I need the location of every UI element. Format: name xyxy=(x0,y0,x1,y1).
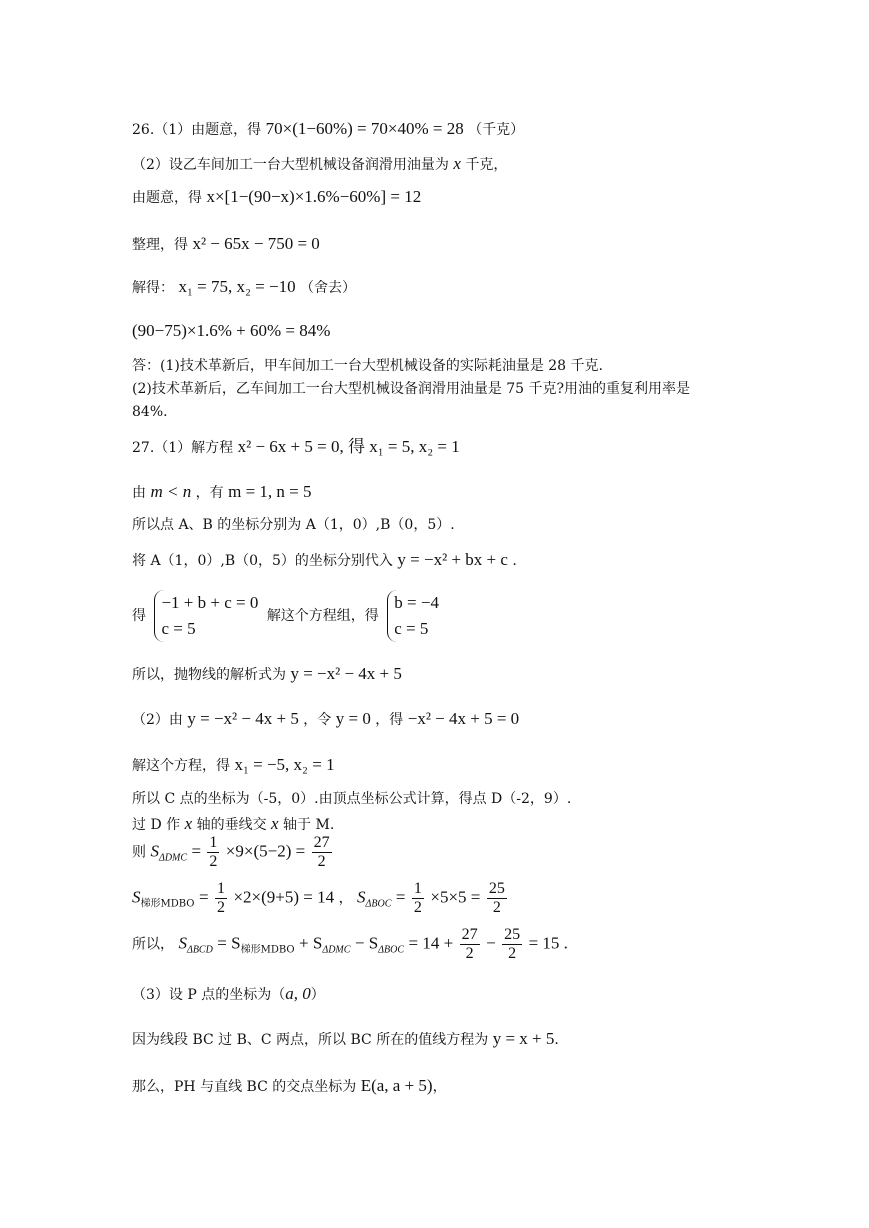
equation: b = −4 xyxy=(394,593,439,612)
numerator: 25 xyxy=(488,880,505,897)
equals: = xyxy=(198,887,209,907)
area-subscript: ΔDMC xyxy=(322,944,351,956)
text: 26.（1）由题意，得 xyxy=(132,122,262,138)
denominator: 2 xyxy=(413,899,422,916)
text: （千克） xyxy=(468,122,525,138)
text: 所以， xyxy=(132,936,174,953)
q27-line3: 所以点 A、B 的坐标分别为 A（1，0）,B（0，5）. xyxy=(132,517,455,533)
q26-line3 xyxy=(132,188,421,205)
area-subscript: 梯形MDBO xyxy=(140,898,195,910)
formula: = S xyxy=(217,933,241,953)
formula: x₁ = −5, x₂ = 1 xyxy=(234,755,335,774)
formula: x₁ = 75, x₂ = −10 xyxy=(178,277,296,296)
text: 解这个方程，得 xyxy=(132,758,230,774)
formula: = 14 + xyxy=(408,933,454,953)
text: ，有 xyxy=(195,485,224,501)
fraction xyxy=(215,880,227,917)
area-subscript: ΔBCD xyxy=(186,944,213,956)
q27-line2 xyxy=(132,483,312,500)
text: 得 xyxy=(132,608,146,624)
q27-line12 xyxy=(132,880,509,917)
text: ，得 xyxy=(375,712,404,728)
q27-line13 xyxy=(132,926,568,963)
equation: −1 + b + c = 0 xyxy=(161,593,259,612)
numerator: 1 xyxy=(209,834,218,851)
q27-line16 xyxy=(132,1077,447,1094)
text: 千克， xyxy=(465,157,508,173)
formula: −x² − 4x + 5 = 0 xyxy=(407,709,520,728)
numerator: 1 xyxy=(413,880,422,897)
text: . xyxy=(512,553,517,569)
area-subscript: ΔBOC xyxy=(365,898,392,910)
area-subscript: ΔBOC xyxy=(378,944,405,956)
equation-system-2 xyxy=(387,590,439,642)
formula: + S xyxy=(299,933,323,953)
numerator: 27 xyxy=(461,926,478,943)
area-symbol: S xyxy=(357,887,366,907)
formula: y = −x² − 4x + 5 xyxy=(290,664,402,683)
text: （2）设乙车间加工一台大型机械设备润滑用油量为 xyxy=(132,157,449,173)
text: 因为线段 BC 过 B、C 两点，所以 BC 所在的值线方程为 xyxy=(132,1032,489,1048)
fraction xyxy=(487,880,507,917)
text: 由 xyxy=(132,485,146,501)
text: （3）设 P 点的坐标为（ xyxy=(132,987,286,1003)
variable: x xyxy=(184,814,193,833)
fraction xyxy=(207,834,219,871)
formula: y = −x² + bx + c xyxy=(397,550,508,569)
text: 过 D 作 xyxy=(132,817,181,833)
q27-line11 xyxy=(132,834,334,871)
area-subscript: 梯形MDBO xyxy=(240,944,295,956)
denominator: 2 xyxy=(492,899,501,916)
text: （舍去） xyxy=(300,280,357,296)
q26-line1 xyxy=(132,120,524,137)
variable: x xyxy=(271,814,279,833)
numerator: 1 xyxy=(217,880,225,897)
equation: c = 5 xyxy=(394,619,429,638)
text: 解得： xyxy=(132,280,174,296)
q27-line9: 所以 C 点的坐标为（-5，0）.由顶点坐标公式计算，得点 D（-2，9）. xyxy=(132,791,572,807)
text: ， xyxy=(338,890,353,907)
q27-line6 xyxy=(132,665,402,682)
area-symbol: S xyxy=(132,887,141,907)
q27-line14 xyxy=(132,985,325,1002)
formula: a, 0 xyxy=(285,984,311,1003)
minus: − xyxy=(486,933,496,953)
text: 轴的垂线交 xyxy=(196,817,267,833)
text: . xyxy=(554,1032,559,1048)
q27-line10 xyxy=(132,815,334,832)
q27-line4 xyxy=(132,551,517,568)
formula: (90−75)×1.6% + 60% = 84% xyxy=(132,321,331,340)
denominator: 2 xyxy=(217,899,225,916)
q26-line5 xyxy=(132,278,356,295)
text: ，令 xyxy=(303,712,332,728)
denominator: 2 xyxy=(209,853,218,870)
q27-line1 xyxy=(132,438,460,455)
formula: = 15 . xyxy=(528,933,568,953)
q26-answer1: 答：(1)技术革新后，甲车间加工一台大型机械设备的实际耗油量是 28 千克. xyxy=(132,358,603,374)
equation-system-1 xyxy=(154,590,258,642)
fraction xyxy=(502,926,522,963)
q26-line4 xyxy=(132,235,320,252)
text: 27.（1）解方程 xyxy=(132,440,234,456)
formula: y = −x² − 4x + 5 xyxy=(187,709,299,728)
text: ， xyxy=(432,1079,447,1095)
text: 那么，PH 与直线 BC 的交点坐标为 xyxy=(132,1079,357,1095)
formula: x×[1−(90−x)×1.6%−60%] = 12 xyxy=(206,187,422,206)
q27-line5 xyxy=(132,590,443,642)
text: 轴于 M. xyxy=(283,817,335,833)
equation: c = 5 xyxy=(161,619,196,638)
area-subscript: ΔDMC xyxy=(158,852,188,864)
q26-line2 xyxy=(132,155,507,172)
formula: x² − 65x − 750 = 0 xyxy=(192,234,320,253)
q27-line15 xyxy=(132,1030,559,1047)
text: ） xyxy=(310,987,325,1003)
formula: ×2×(9+5) = 14 xyxy=(233,887,335,907)
formula: m = 1, n = 5 xyxy=(228,482,312,501)
formula: x² − 6x + 5 = 0, 得 x₁ = 5, x₂ = 1 xyxy=(237,437,460,456)
denominator: 2 xyxy=(508,945,517,962)
fraction xyxy=(412,880,424,917)
text: 整理，得 xyxy=(132,237,188,253)
equals: = xyxy=(395,887,406,907)
numerator: 27 xyxy=(313,834,330,851)
denominator: 2 xyxy=(317,853,326,870)
text: 由题意，得 xyxy=(132,190,202,206)
text: 解这个方程组，得 xyxy=(266,608,379,624)
q27-line8 xyxy=(132,756,335,773)
q26-answer2: (2)技术革新后，乙车间加工一台大型机械设备润滑用油量是 75 千克?用油的重复利用率是 xyxy=(132,381,691,397)
fraction xyxy=(460,926,480,963)
formula: − S xyxy=(354,933,379,953)
q26-answer3: 84%. xyxy=(132,404,168,420)
fraction xyxy=(312,834,332,871)
formula: E(a, a + 5) xyxy=(360,1076,433,1095)
formula: ×9×(5−2) = xyxy=(225,841,306,861)
formula: m < n xyxy=(150,482,192,501)
denominator: 2 xyxy=(465,945,474,962)
q27-line7 xyxy=(132,710,519,727)
formula: y = x + 5 xyxy=(492,1029,555,1048)
area-symbol: S xyxy=(178,933,187,953)
formula: y = 0 xyxy=(335,709,371,728)
q26-line6 xyxy=(132,322,330,339)
equals: = xyxy=(191,841,206,861)
variable: x xyxy=(453,154,461,173)
text: （2）由 xyxy=(132,712,183,728)
formula: ×5×5 = xyxy=(430,887,481,907)
numerator: 25 xyxy=(504,926,521,943)
text: 将 A（1，0）,B（0，5）的坐标分别代入 xyxy=(132,553,393,569)
text: 则 xyxy=(132,844,146,861)
area-symbol: S xyxy=(150,841,159,861)
formula: 70×(1−60%) = 70×40% = 28 xyxy=(265,119,464,138)
text: 所以，抛物线的解析式为 xyxy=(132,667,286,683)
